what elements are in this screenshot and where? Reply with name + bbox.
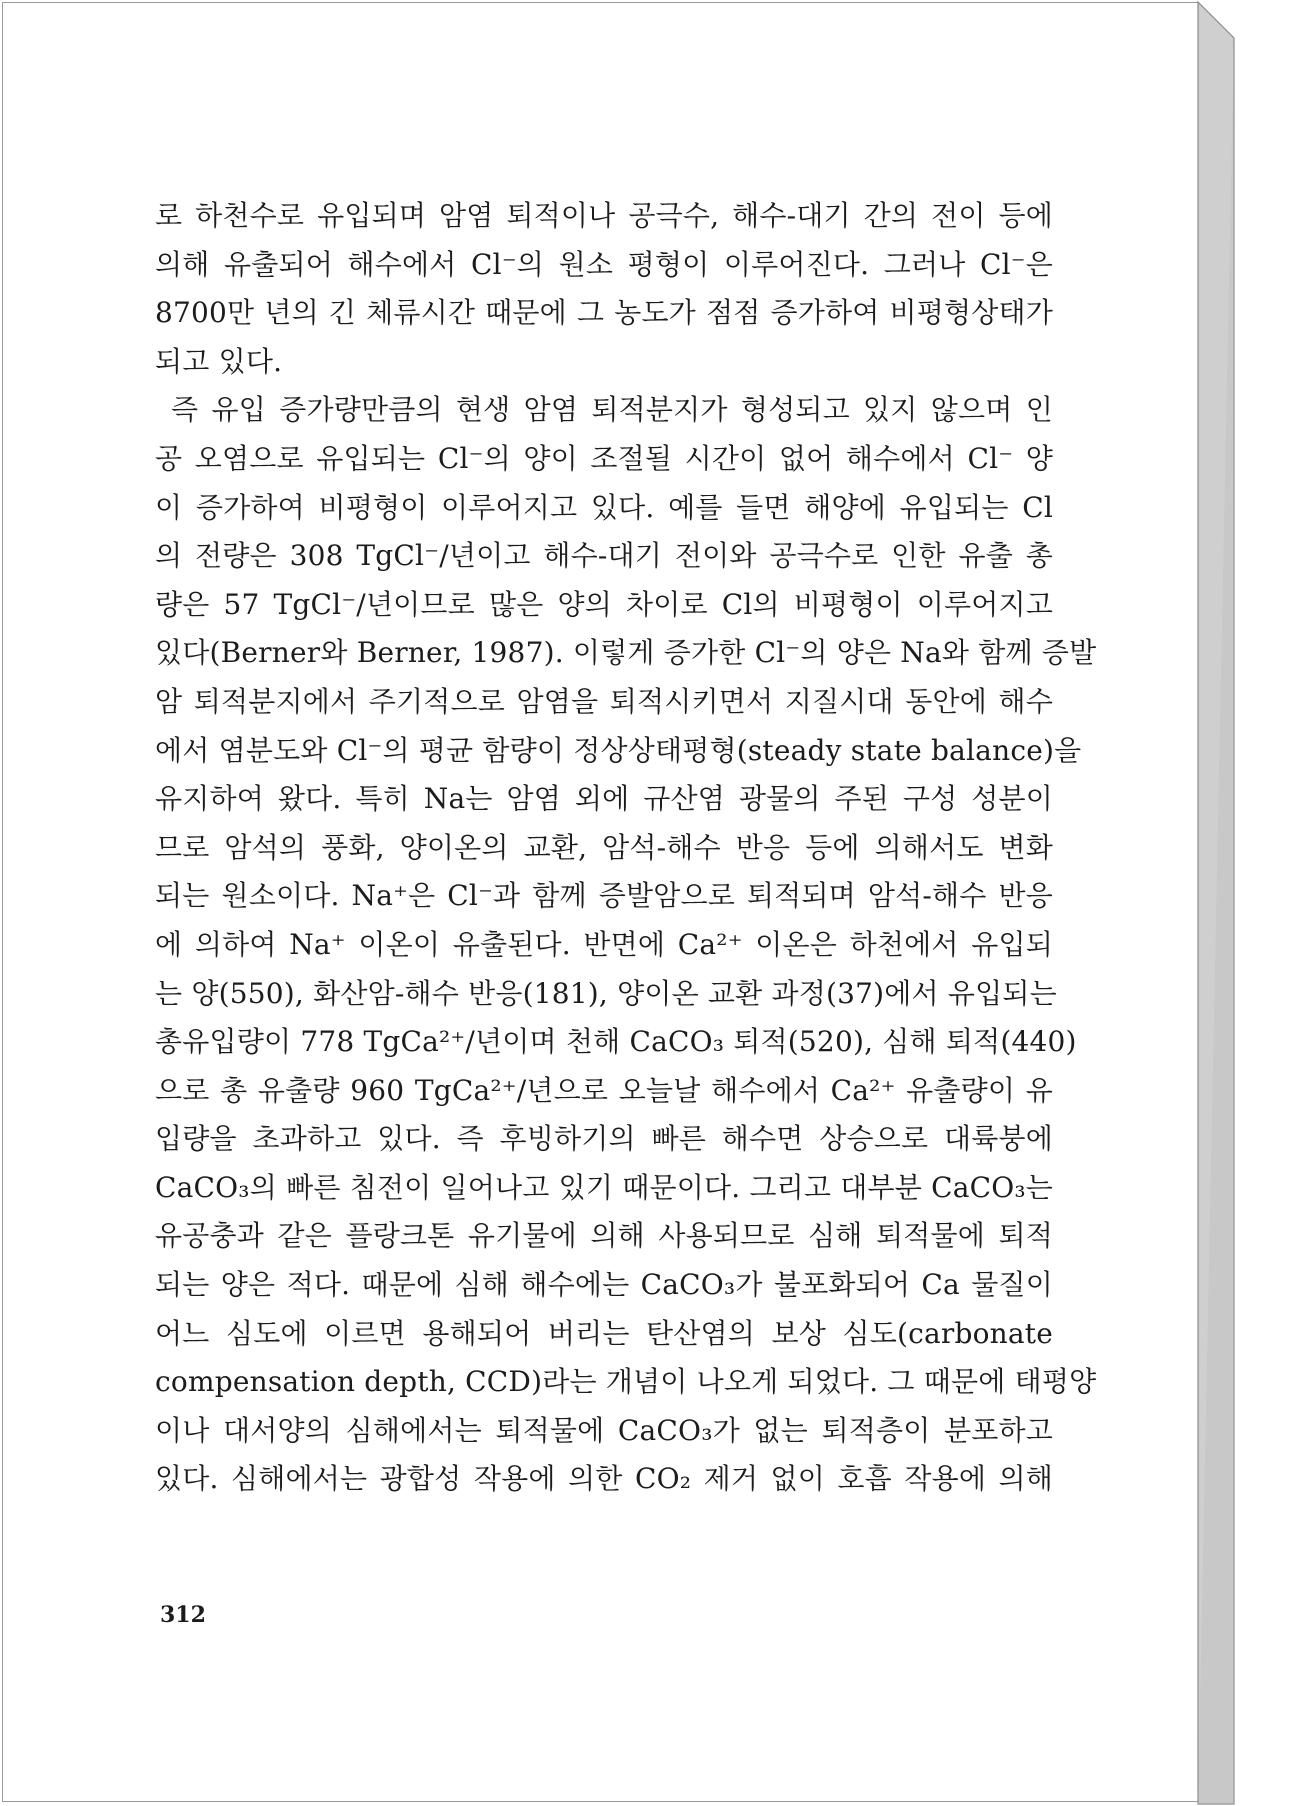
text-line-12: 에서 염분도와 Cl⁻의 평균 함량이 정상상태평형(steady state balance)을 — [155, 733, 1082, 767]
text-line-1: 로 하천수로 유입되며 암염 퇴적이나 공극수, 해수-대기 간의 전이 등에 — [155, 199, 1053, 232]
page-stack-shading — [1198, 2, 1302, 1804]
text-line-13: 유지하여 왔다. 특히 Na는 암염 외에 규산염 광물의 주된 구성 성분이 — [155, 782, 1053, 816]
body-text — [155, 192, 1097, 1504]
text-line-10: 있다(Berner와 Berner, 1987). 이렇게 증가한 Cl⁻의 양은 Na와 함께 증발 — [155, 636, 1097, 670]
text-line-24: 어느 심도에 이르면 용해되어 버리는 탄산염의 보상 심도(carbonate — [155, 1316, 1053, 1350]
text-line-27: 있다. 심해에서는 광합성 작용에 의한 CO₂ 제거 없이 호흡 작용에 의해 — [155, 1462, 1053, 1496]
book-page — [2, 2, 1199, 1802]
text-line-6: 공 오염으로 유입되는 Cl⁻의 양이 조절될 시간이 없어 해수에서 Cl⁻ 양 — [155, 441, 1053, 475]
text-line-20: 입량을 초과하고 있다. 즉 후빙하기의 빠른 해수면 상승으로 대륙붕에 — [155, 1122, 1053, 1156]
text-line-14: 므로 암석의 풍화, 양이온의 교환, 암석-해수 반응 등에 의해서도 변화 — [155, 830, 1053, 864]
text-line-18: 총유입량이 778 TgCa²⁺/년이며 천해 CaCO₃ 퇴적(520), 심해 퇴적(440) — [155, 1025, 1077, 1059]
text-line-9: 량은 57 TgCl⁻/년이므로 많은 양의 차이로 Cl의 비평형이 이루어지고 — [155, 587, 1053, 621]
text-line-11: 암 퇴적분지에서 주기적으로 암염을 퇴적시키면서 지질시대 동안에 해수 — [155, 684, 1053, 718]
text-line-17: 는 양(550), 화산암-해수 반응(181), 양이온 교환 과정(37)에서 유입되는 — [155, 976, 1057, 1010]
text-line-15: 되는 원소이다. Na⁺은 Cl⁻과 함께 증발암으로 퇴적되며 암석-해수 반응 — [155, 879, 1053, 913]
text-line-3: 8700만 년의 긴 체류시간 때문에 그 농도가 점점 증가하여 비평형상태가 — [155, 296, 1053, 330]
text-line-7: 이 증가하여 비평형이 이루어지고 있다. 예를 들면 해양에 유입되는 Cl — [155, 490, 1053, 524]
text-line-25: compensation depth, CCD)라는 개념이 나오게 되었다. 그 때문에 태평양 — [155, 1365, 1097, 1399]
text-line-22: 유공충과 같은 플랑크톤 유기물에 의해 사용되므로 심해 퇴적물에 퇴적 — [155, 1219, 1053, 1253]
page-number: 312 — [160, 1602, 206, 1628]
text-line-26: 이나 대서양의 심해에서는 퇴적물에 CaCO₃가 없는 퇴적층이 분포하고 — [155, 1413, 1053, 1447]
text-line-5: 즉 유입 증가량만큼의 현생 암염 퇴적분지가 형성되고 있지 않으며 인 — [171, 393, 1053, 427]
text-line-8: 의 전량은 308 TgCl⁻/년이고 해수-대기 전이와 공극수로 인한 유출 총 — [155, 539, 1053, 573]
text-line-2: 의해 유출되어 해수에서 Cl⁻의 원소 평형이 이루어진다. 그러나 Cl⁻은 — [155, 247, 1053, 281]
text-line-23: 되는 양은 적다. 때문에 심해 해수에는 CaCO₃가 불포화되어 Ca 물질이 — [155, 1268, 1053, 1302]
text-line-4: 되고 있다. — [155, 344, 283, 378]
text-line-21: CaCO₃의 빠른 침전이 일어나고 있기 때문이다. 그리고 대부분 CaCO₃는 — [155, 1170, 1054, 1204]
text-line-16: 에 의하여 Na⁺ 이온이 유출된다. 반면에 Ca²⁺ 이온은 하천에서 유입되 — [155, 927, 1053, 961]
text-line-19: 으로 총 유출량 960 TgCa²⁺/년으로 오늘날 해수에서 Ca²⁺ 유출량이 유 — [155, 1073, 1053, 1107]
